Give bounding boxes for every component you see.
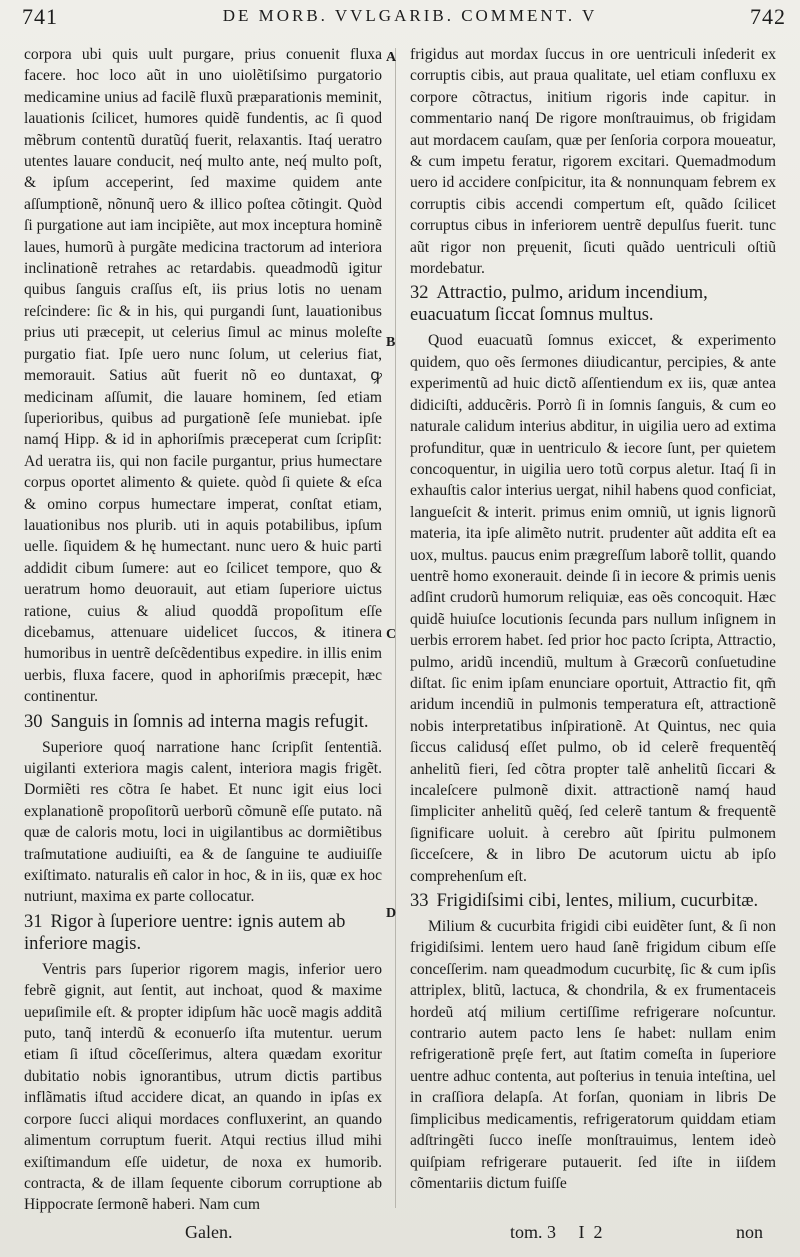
- lemma-31: [24, 911, 382, 955]
- lemma-text: Attractio, pulmo, aridum incendium, euacuatum ſiccat ſomnus multus.: [410, 283, 708, 326]
- commentary-paragraph: Quod euacuatũ ſomnus exiccet, & experimento quidem, quo oẽs ſermones diiudicantur, percipies, & ante experimentũ ad huic dictõ aſſentiendum ex iis, quæ antea didiciſti, adducẽris. Porrò ſi in ſomnis ſanguis, & cum eo naturale calidum interius abditur, in uigilia uero ad extima profunditur, quæ in uentriculo & iecore ſunt, per quietem concoquentur, in uigilia uero totũ corpus aletur. Itaq́ ſi in exhauſtis calor interius uergat, nihil habens quod conficiat, langueſcit & interit. primus enim omniũ, ut ignis lignorũ materia, ita ipſe alimẽto nutrit. prudenter aũt addita eſt ea uox, multus. paucus enim prægreſſum laborẽ tollit, quando uentrẽ homo exonerauit. deinde ſi in iecore & primis uenis adſint crudorũ humorum reliquiæ, eas oẽs concoquit. Hæc quidẽ huiuſce locutionis ſecunda pars nullum inſignem in uerbis errorem habet. ſed prior hoc pacto ſcripta, Attractio, pulmo, aridũ incendiũ, multum à Græcorũ conſuetudine diſtat. ſic enim ipſam enunciare oportuit, Attractio fit, qm̃ aridum incendiũ in pulmonis temperatura eſt, attractionẽ nobis interpretatibus inſpirationẽ. At Quintus, nec quia ſiccus calidusq́ eſſet pulmo, ob id celerẽ frequentẽq́ anhelitũ fieri, ſed cõtra propter talẽ anhelitũ ſiccari & incaleſcere pulmonẽ dixit. attractionẽ namq́ haud ſimpliciter anhelitũ quẽq́, ſed celerẽ tantum & frequentẽ ſignificare uoluit. à cerebro aũt ſpiritu pulmonem ſicceſcere, & in libro De acutorum uictu ab ipſo comprehenſum eſt.: [410, 332, 776, 885]
- folio-number-left: 741: [22, 4, 58, 29]
- lemma-text: Frigidiſsimi cibi, lentes, milium, cucurbitæ.: [436, 891, 759, 912]
- left-column: [24, 44, 382, 1214]
- lemma-32: [410, 282, 776, 326]
- section-letter-c: C: [386, 627, 397, 642]
- lemma-number: 33: [410, 891, 429, 912]
- commentary-paragraph: Superiore quoq́ narratione hanc ſcripſit ſententiã. uigilanti exteriora magis calent, interiora magis frigẽt. Dormiẽti res cõtra ſe habet. Et nunc igit eius loci explanationẽ propoſitorũ uerborũ cõmunẽ eſſe putato. nã quæ de caloris motu, loci in uigilantibus ac dormiẽtibus traſmutatione audiuiſti, ea & de ſanguine te audiuiſſe exiſtimato. naturalis eñ calor in hoc, & in iis, quæ ex hoc nutriunt, maxima ex parte collocatur.: [24, 738, 382, 906]
- section-letter-b: B: [386, 335, 396, 350]
- commentary-paragraph: Milium & cucurbita frigidi cibi euidẽter ſunt, & ſi non frigidiſsimi. lentem uero haud ſanẽ frigidum cibum eſſe conceſſerim. nam queadmodum cucurbitę, ſic & cum ipſis attriplex, blitũ, lactuca, & chondrila, & ex frumentaceis hordeũ atq́ milium certiſſime refrigerare noſcuntur. contrario autem pacto lens ſe habet: nullam enim refrigerationẽ pręſe fert, aut ſtatim comeſta in ſuperiore uentre adhuc contenta, aut poſterius in tenuia inteſtina, uel in craſſiora delapſa. At forſan, quoniam in libris De ſimplicibus medicamentis, refrigeratorum quiddam etiam adſtringẽti ſucco ineſſe monſtrauimus, lentem ideò quiſpiam refrigerare putauerit. ſed iſte in iiſdem cõmentariis dictum fuiſſe: [410, 918, 776, 1192]
- lemma-number: 30: [24, 711, 43, 732]
- page-footer: [0, 1222, 800, 1252]
- signature-mark: tom. 3 I 2: [510, 1222, 603, 1242]
- section-letter-d: D: [386, 906, 397, 921]
- commentary-paragraph: frigidus aut mordax ſuccus in ore uentriculi inſederit ex corruptis cibis, aut praua qualitate, uel etiam confluxu ex corpore cõtractus, initium rigoris inde capitur. in commentario nanq́ De rigore monſtrauimus, ob frigidam aut mordacem cauſam, quæ per ſenſoria corpora moueatur, & cum impetu feratur, rigorem excitari. Quemadmodum uero id accidere conſpicitur, ita & nonnunquam febrem ex corruptis cibis accendi compertum eſt, quãdo ſcilicet corruptus cibus in inferiorem uentrẽ depulſus fuerit. tunc aũt rigor non pręuenit, ſicuti quãdo uentriculi oſtiũ mordebatur.: [410, 46, 776, 278]
- commentary-paragraph: Ventris pars ſuperior rigorem magis, inferior uero febrẽ gignit, aut ſentit, aut inchoat, quod & maxime uериſimile eſt. & propter idipſum hãc uocẽ magis additã puto, tanq̃ interdũ & econuerſo iſta mutentur. uerum etiam ſi iſtud cõceſſerimus, altera quædam exoritur dubitatio nobis ignorantibus, utrum dictis partibus inflãmatis iſtud accidere dicat, an quando in ipſas ex corpore ſucci aliqui mordaces confluxerint, an quando alimentum corruptum fuerit. Atqui rectius illud mihi exiſtimandum eſſe uidetur, de noxa ex humorib. contracta, & de illam ſequente ciborum corruptione ab Hippocrate ſermonẽ haberi. Nam cum: [24, 960, 382, 1214]
- lemma-33: [410, 890, 776, 912]
- folio-number-right: 742: [750, 4, 786, 29]
- running-title: DE MORB. VVLGARIB. COMMENT. V: [222, 6, 598, 25]
- commentary-paragraph: corpora ubi quis uult purgare, prius conuenit fluxa facere. hoc loco aũt in uno uiolẽtiſsimo purgatorio medicamine unius ad facilẽ fluxũ præparationis meminit, lauationis ſcilicet, humores quidẽ fundentis, ac ſi quod mẽbrum contentũ duratũq́ fuerit, relaxantis. Itaq́ ueratro utentes lauare conducit, neq́ multo ante, neq́ multo poſt, & ipſum acceperint, ſed maxime quidem ante aſſumptionẽ, nõnunq̃ uero & illico poſtea cõtingit. Quòd ſi purgatione aut iam incipiẽte, aut mox inceptura hominẽ laues, humorũ à purgãte medicina tractorum ad interiora inclinationẽ retrahes ac retardabis. queadmodũ igitur quibus ſanguis craſſus eſt, iis prius lotis no uenam reſcindere: ſic & in his, qui purgandi ſunt, lauationibus prius uti præcepit, ut celerius ſimul ac minus moleſte purgatio fiat. Ipſe uero nunc ſolum, ut celerius fiat, memorauit. Satius aũt fuerit nõ eo duntaxat, ꝙ medicinam aſſumit, die lauare hominem, ſed etiam ſuperioribus, quibus ad purgationẽ ſeſe muniebat. ipſe namq́ Hipp. & id in aphoriſmis præceperat cum ſcripſit: Ad ueratra iis, qui non facile purgantur, prius humectare corpus oportet alimento & quiete. quòd ſi quiete & eſca & omino corpus humectare imperat, conſtat etiam, lauationibus nos plurib. uti in aquis potabilibus, ipſum uelle. ſiquidem & hę humectant. nunc uero & huic parti addidit cibum ſumere: aut eo ſcilicet tempore, quo & ueratrum homo deuorauit, aut etiam ſuperiore uictus ratione, cuius & aliud quoddã propoſitum eſſe dicebamus, attenuare uidelicet ſuccos, & itinera humoribus in uentrẽ deſcẽdentibus expedire. in illis enim uerbis, fluxa facere, quod in aphoriſmis præcepit, hæc continentur.: [24, 46, 382, 706]
- catchword-right: non: [736, 1222, 763, 1242]
- section-letters: [384, 0, 408, 1257]
- lemma-number: 31: [24, 911, 43, 932]
- section-letter-a: A: [386, 50, 397, 65]
- lemma-text: Rigor à ſuperiore uentre: ignis autem ab inferiore magis.: [24, 911, 346, 954]
- catchword-left: Galen.: [185, 1222, 233, 1242]
- lemma-text: Sanguis in ſomnis ad interna magis refugit.: [50, 711, 369, 732]
- lemma-30: [24, 711, 382, 733]
- lemma-number: 32: [410, 283, 429, 304]
- right-column: [410, 44, 776, 1214]
